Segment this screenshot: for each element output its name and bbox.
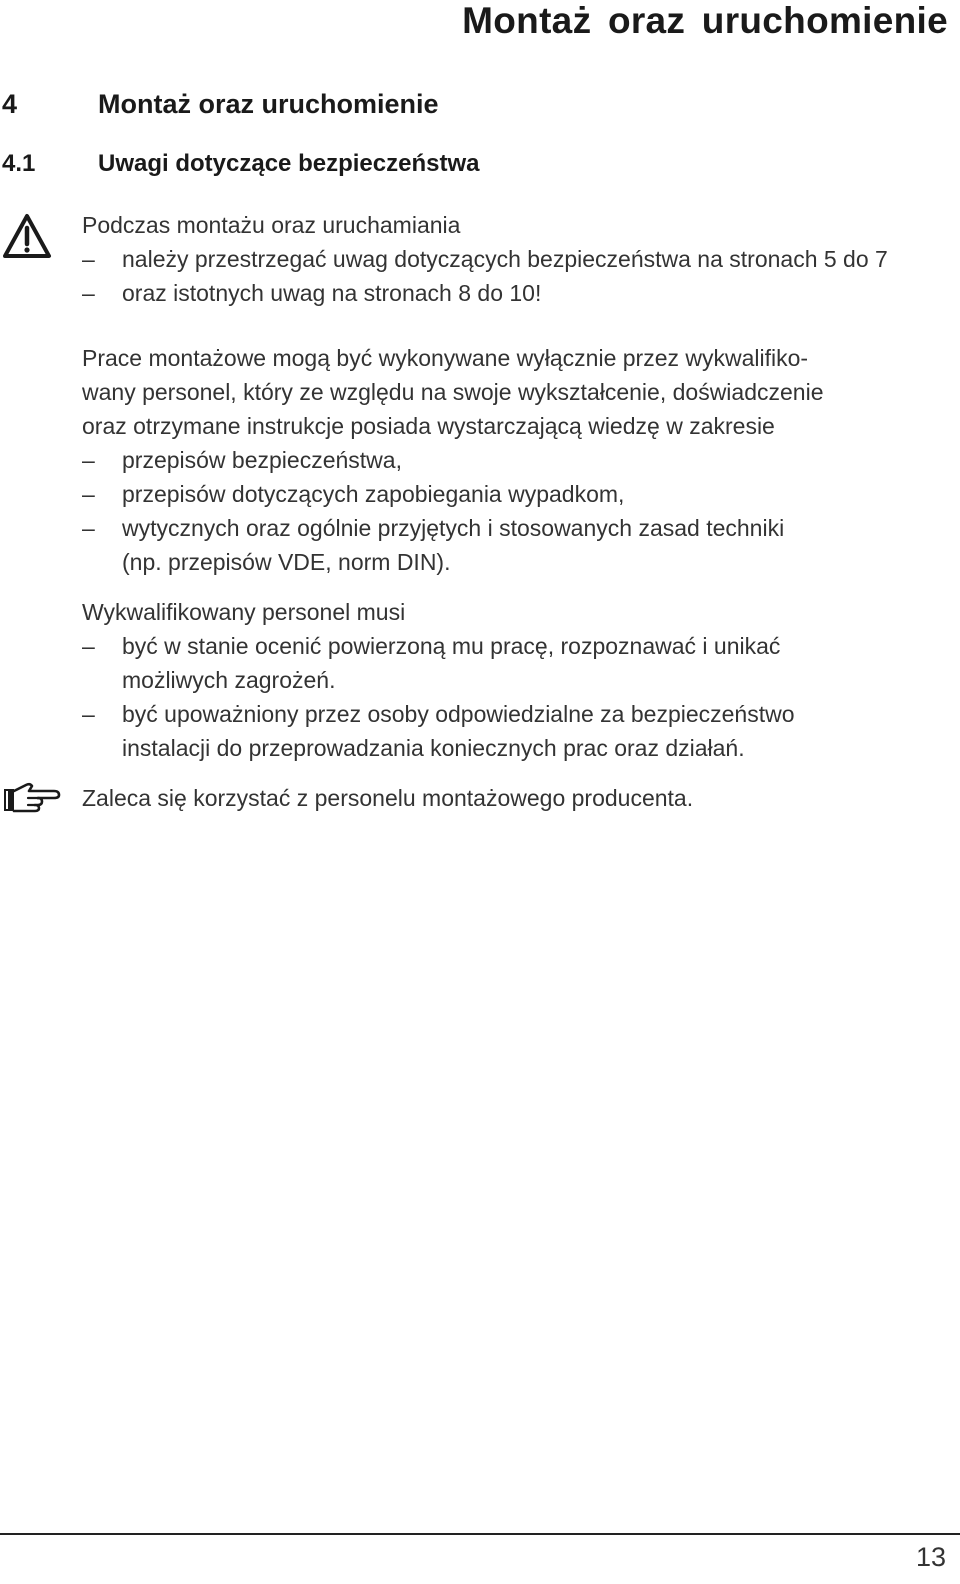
dash-marker: – [82, 633, 95, 659]
qualification-paragraph [82, 341, 952, 579]
warning-intro: Podczas montażu oraz uruchamiania [82, 212, 461, 238]
page-number: 13 [915, 1542, 946, 1572]
warning-block [82, 208, 952, 310]
subsection-title: Uwagi dotyczące bezpieczeństwa [98, 150, 480, 177]
dash-marker: – [82, 246, 95, 272]
running-header-title: Montaż oraz uruchomienie [462, 0, 948, 41]
list-item [82, 477, 952, 511]
list-item-text: wytycznych oraz ogólnie przyjętych i stosowanych zasad techniki [122, 515, 785, 541]
paragraph-line: oraz otrzymane instrukcje posiada wystarczającą wiedzę w zakresie [82, 413, 775, 439]
warning-triangle-icon [2, 212, 52, 260]
list-item [82, 629, 952, 663]
list-item-text: być upoważniony przez osoby odpowiedzialne za bezpieczeństwo [122, 701, 795, 727]
subsection-number: 4.1 [2, 150, 36, 177]
list-item-text: być w stanie ocenić powierzoną mu pracę, rozpoznawać i unikać [122, 633, 781, 659]
dash-marker: – [82, 701, 95, 727]
section-heading [2, 89, 439, 120]
dash-marker: – [82, 515, 95, 541]
dash-marker: – [82, 280, 95, 306]
paragraph-line: wany personel, który ze względu na swoje wykształcenie, doświadczenie [82, 379, 824, 405]
list-item [82, 443, 952, 477]
list-item-text: przepisów dotyczących zapobiegania wypadkom, [122, 481, 625, 507]
dash-marker: – [82, 447, 95, 473]
list-item-continuation: możliwych zagrożeń. [122, 667, 336, 693]
subsection-heading [2, 150, 479, 178]
note-block [82, 781, 952, 815]
list-item-continuation: instalacji do przeprowadzania koniecznych prac oraz działań. [122, 735, 745, 761]
pointing-hand-icon [2, 781, 62, 815]
paragraph-intro: Wykwalifikowany personel musi [82, 599, 406, 625]
paragraph-line: Prace montażowe mogą być wykonywane wyłącznie przez wykwalifiko- [82, 345, 809, 371]
warning-item [82, 276, 952, 310]
list-item [82, 697, 952, 731]
personnel-paragraph [82, 595, 952, 765]
list-item-text: przepisów bezpieczeństwa, [122, 447, 402, 473]
warning-item-text: należy przestrzegać uwag dotyczących bezpieczeństwa na stronach 5 do 7 [122, 246, 888, 272]
footer-rule [0, 1533, 960, 1535]
list-item-continuation: (np. przepisów VDE, norm DIN). [122, 549, 451, 575]
warning-item-text: oraz istotnych uwag na stronach 8 do 10! [122, 280, 542, 306]
warning-item [82, 242, 952, 276]
section-title: Montaż oraz uruchomienie [98, 89, 439, 119]
note-text: Zaleca się korzystać z personelu montażowego producenta. [82, 785, 694, 811]
list-item [82, 511, 952, 545]
section-number: 4 [2, 89, 18, 119]
dash-marker: – [82, 481, 95, 507]
